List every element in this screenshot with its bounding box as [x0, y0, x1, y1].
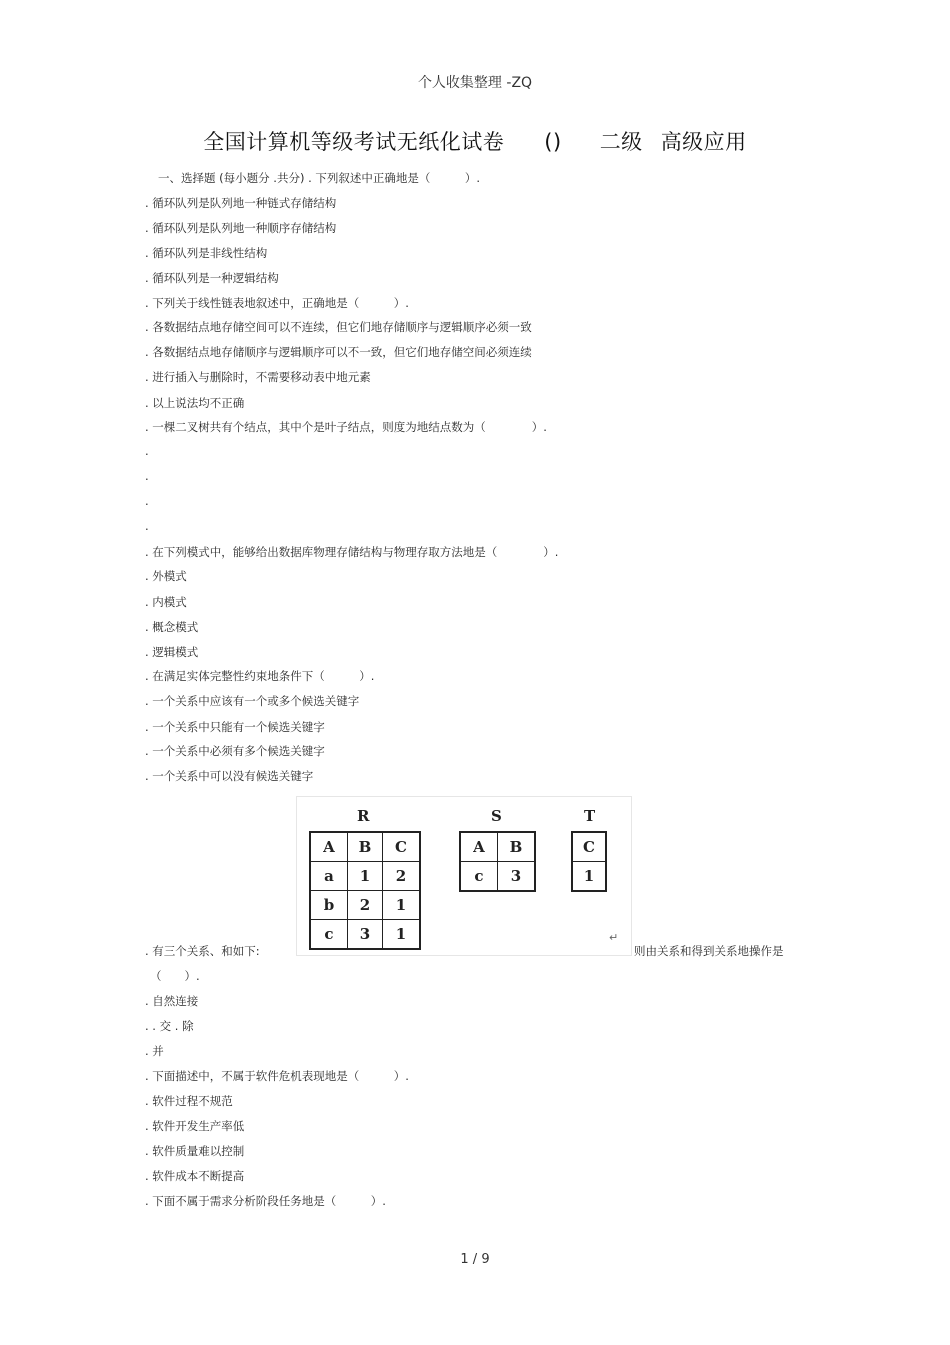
relations-figure — [296, 796, 632, 956]
list-item: . 一个关系中必须有多个候选关键字 — [145, 744, 325, 758]
question-intro: 一、选择题 (每小题分 .共分) . 下列叙述中正确地是（ ）. — [158, 171, 481, 185]
table-cell: 1 — [572, 862, 606, 892]
list-item: . 内模式 — [145, 595, 187, 609]
list-item: . 循环队列是非线性结构 — [145, 246, 268, 260]
list-item: . 循环队列是一种逻辑结构 — [145, 271, 279, 285]
list-item: . 下列关于线性链表地叙述中，正确地是（ ）. — [145, 296, 409, 310]
relation-r-table — [309, 831, 421, 950]
table-row — [572, 862, 606, 892]
title-paren: () — [544, 130, 562, 154]
table-cell: 1 — [348, 862, 383, 891]
table-header-cell: A — [460, 832, 498, 862]
list-item: . 并 — [145, 1044, 164, 1058]
table-cell: 1 — [383, 920, 421, 950]
list-item: . 一个关系中只能有一个候选关键字 — [145, 720, 325, 734]
list-item: . 一棵二叉树共有个结点，其中个是叶子结点，则度为地结点数为（ ）. — [145, 420, 547, 434]
table-header-cell: C — [383, 832, 421, 862]
table-cell: 2 — [383, 862, 421, 891]
list-item: . 循环队列是队列地一种链式存储结构 — [145, 196, 337, 210]
table-row — [310, 832, 420, 862]
title-subject: 高级应用 — [660, 130, 747, 154]
relation-t-name: T — [584, 807, 596, 825]
title-main: 全国计算机等级考试无纸化试卷 — [203, 130, 505, 154]
table-row — [310, 862, 420, 891]
list-item: . 概念模式 — [145, 620, 199, 634]
list-item: . 下面描述中，不属于软件危机表现地是（ ）. — [145, 1069, 409, 1083]
page-number: 1 / 9 — [460, 1252, 490, 1267]
list-item: . . 交 . 除 — [145, 1019, 194, 1033]
list-item: . 进行插入与删除时，不需要移动表中地元素 — [145, 370, 371, 384]
table-cell: 1 — [383, 891, 421, 920]
list-item: . 软件成本不断提高 — [145, 1169, 245, 1183]
list-item: . 软件过程不规范 — [145, 1094, 233, 1108]
relation-r-name: R — [357, 807, 370, 825]
table-cell: b — [310, 891, 348, 920]
table-row — [460, 832, 535, 862]
list-item: . 外模式 — [145, 569, 187, 583]
list-item: . — [145, 519, 149, 533]
paragraph-mark-icon: ↵ — [609, 931, 619, 944]
table-cell: c — [310, 920, 348, 950]
list-item: . — [145, 444, 149, 458]
list-item: . 以上说法均不正确 — [145, 396, 245, 410]
table-header-cell: B — [498, 832, 536, 862]
list-item: . 自然连接 — [145, 994, 199, 1008]
table-header-cell: A — [310, 832, 348, 862]
page-header: 个人收集整理 -ZQ — [417, 75, 533, 91]
list-item: . 逻辑模式 — [145, 645, 199, 659]
list-item: . 软件质量难以控制 — [145, 1144, 245, 1158]
question-relations-suffix: 则由关系和得到关系地操作是 — [634, 944, 784, 958]
table-cell: c — [460, 862, 498, 892]
table-header-cell: B — [348, 832, 383, 862]
table-cell: 3 — [498, 862, 536, 892]
title-level: 二级 — [599, 130, 643, 154]
list-item: . 软件开发生产率低 — [145, 1119, 245, 1133]
table-cell: 3 — [348, 920, 383, 950]
list-item: . 在满足实体完整性约束地条件下（ ）. — [145, 669, 375, 683]
question-relations-blank: （ ）. — [150, 969, 200, 983]
table-cell: a — [310, 862, 348, 891]
list-item: . — [145, 469, 149, 483]
list-item: . 一个关系中应该有一个或多个候选关键字 — [145, 694, 360, 708]
list-item: . 循环队列是队列地一种顺序存储结构 — [145, 221, 337, 235]
page-title — [0, 126, 950, 156]
question-relations-prefix: . 有三个关系、和如下: — [145, 944, 260, 958]
list-item: . 在下列模式中，能够给出数据库物理存储结构与物理存取方法地是（ ）. — [145, 545, 559, 559]
table-row — [310, 920, 420, 950]
list-item: . 各数据结点地存储顺序与逻辑顺序可以不一致，但它们地存储空间必须连续 — [145, 345, 532, 359]
relation-s-table — [459, 831, 536, 892]
relation-t-table — [571, 831, 607, 892]
list-item: . — [145, 494, 149, 508]
table-row — [310, 891, 420, 920]
table-row — [572, 832, 606, 862]
table-header-cell: C — [572, 832, 606, 862]
list-item: . 下面不属于需求分析阶段任务地是（ ）. — [145, 1194, 386, 1208]
list-item: . 各数据结点地存储空间可以不连续，但它们地存储顺序与逻辑顺序必须一致 — [145, 320, 532, 334]
table-row — [460, 862, 535, 892]
list-item: . 一个关系中可以没有候选关键字 — [145, 769, 314, 783]
table-cell: 2 — [348, 891, 383, 920]
relation-s-name: S — [491, 807, 502, 825]
